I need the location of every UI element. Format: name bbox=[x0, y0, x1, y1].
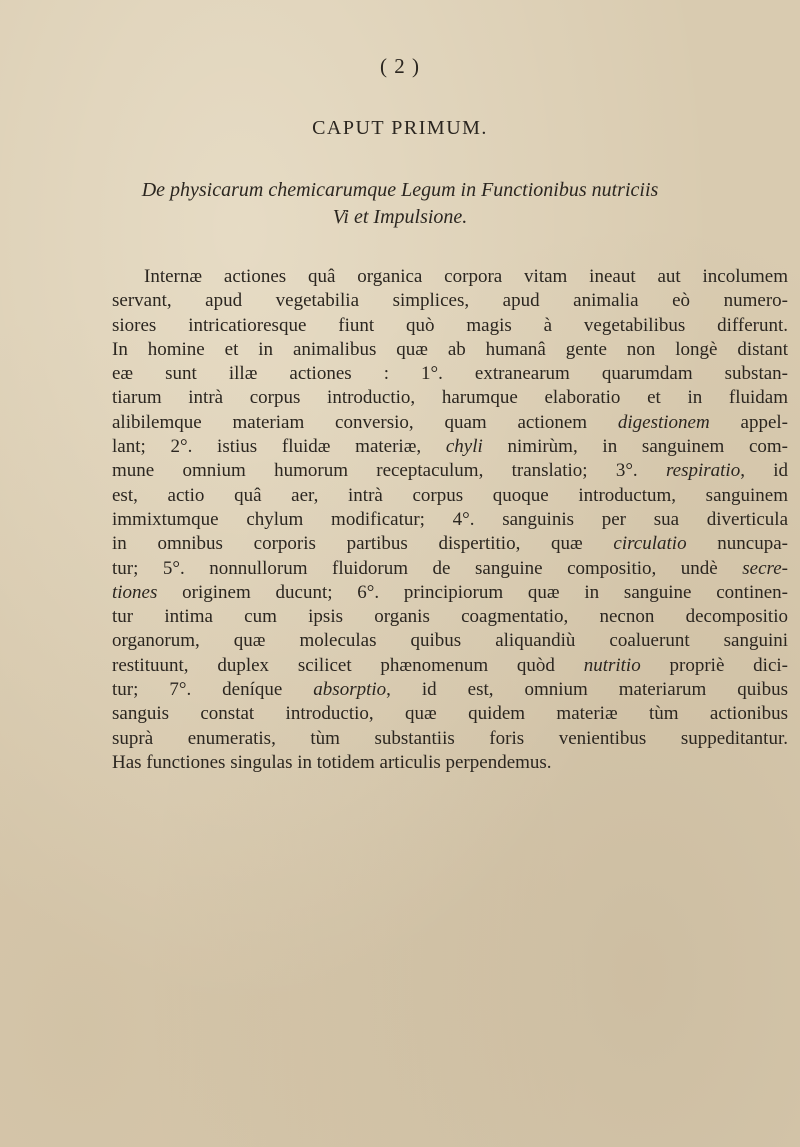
text-line bbox=[112, 484, 788, 508]
subtitle-line-2: Vi et Impulsione. bbox=[332, 206, 468, 228]
italic-term: circulatio bbox=[613, 533, 687, 555]
italic-term: absorptio bbox=[313, 679, 387, 701]
text-line bbox=[112, 289, 788, 313]
text-run: tiarum intrà corpus introductio, harumque elaboratio et in fluidam bbox=[112, 387, 788, 409]
text-run: appel- bbox=[709, 411, 788, 433]
text-run: , id est, omnium materiarum quibus bbox=[386, 679, 788, 701]
text-run: mune omnium humorum receptaculum, translatio; 3°. bbox=[112, 460, 666, 482]
text-line bbox=[112, 459, 788, 483]
text-run: alibilemque materiam conversio, quam actionem bbox=[112, 411, 618, 433]
text-run: tur; 5°. nonnullorum fluidorum de sanguine compositio, undè bbox=[112, 557, 743, 579]
text-line bbox=[112, 435, 788, 459]
text-run: sanguis constat introductio, quæ quidem materiæ tùm actionibus bbox=[112, 703, 788, 725]
page-number: ( 2 ) bbox=[380, 54, 420, 78]
italic-term: nutritio bbox=[583, 654, 641, 676]
text-run: Internæ actiones quâ organica corpora vitam ineaut aut incolumem bbox=[144, 266, 788, 287]
text-run: suprà enumeratis, tùm substantiis foris venientibus suppeditantur. bbox=[112, 727, 788, 749]
text-run: , id bbox=[740, 460, 788, 482]
text-run: organorum, quæ moleculas quibus aliquandiù coaluerunt sanguini bbox=[112, 630, 788, 652]
text-run: in omnibus corporis partibus dispertitio, quæ bbox=[112, 533, 614, 555]
text-run: nuncupa- bbox=[686, 533, 788, 555]
chapter-subtitle bbox=[110, 177, 690, 231]
italic-term: respiratio bbox=[665, 460, 741, 482]
text-run: tur intima cum ipsis organis coagmentatio, necnon decompositio bbox=[112, 606, 788, 628]
text-line bbox=[112, 338, 788, 362]
text-line bbox=[112, 581, 788, 605]
body-paragraph bbox=[112, 265, 788, 775]
chapter-title: CAPUT PRIMUM. bbox=[312, 117, 488, 139]
text-line bbox=[112, 362, 788, 386]
text-line bbox=[112, 751, 788, 775]
subtitle-line-1: De physicarum chemicarumque Legum in Functionibus nutriciis bbox=[141, 179, 659, 201]
italic-term: secre- bbox=[742, 557, 788, 579]
text-line bbox=[112, 386, 788, 410]
italic-term: tiones bbox=[112, 581, 158, 603]
text-line bbox=[112, 532, 788, 556]
text-run: siores intricatioresque fiunt quò magis à vegetabilibus differunt. bbox=[112, 314, 788, 336]
text-run: est, actio quâ aer, intrà corpus quoque introductum, sanguinem bbox=[112, 484, 788, 506]
text-line bbox=[112, 557, 788, 581]
italic-term: chyli bbox=[445, 436, 483, 458]
text-run: propriè dici- bbox=[640, 654, 788, 676]
italic-term: digestionem bbox=[617, 411, 710, 433]
text-line bbox=[112, 702, 788, 726]
text-run: In homine et in animalibus quæ ab humanâ gente non longè distant bbox=[112, 338, 788, 360]
text-run: tur; 7°. deníque bbox=[112, 679, 314, 701]
text-run: servant, apud vegetabilia simplices, apud animalia eò numero- bbox=[112, 290, 788, 312]
text-line bbox=[112, 605, 788, 629]
text-run: lant; 2°. istius fluidæ materiæ, bbox=[112, 436, 446, 458]
text-run: Has functiones singulas in totidem articulis perpendemus. bbox=[112, 751, 552, 773]
text-run: immixtumque chylum modificatur; 4°. sanguinis per sua diverticula bbox=[112, 508, 788, 530]
text-run: originem ducunt; 6°. principiorum quæ in sanguine continen- bbox=[157, 581, 788, 603]
text-run: restituunt, duplex scilicet phænomenum quòd bbox=[112, 654, 584, 676]
text-line bbox=[112, 654, 788, 678]
text-line bbox=[112, 727, 788, 751]
text-line bbox=[112, 678, 788, 702]
text-line bbox=[112, 265, 788, 289]
text-line bbox=[112, 508, 788, 532]
text-run: nimirùm, in sanguinem com- bbox=[482, 436, 788, 458]
text-run: eæ sunt illæ actiones : 1°. extranearum quarumdam substan- bbox=[112, 363, 788, 385]
text-line bbox=[112, 411, 788, 435]
text-line bbox=[112, 629, 788, 653]
text-line bbox=[112, 314, 788, 338]
